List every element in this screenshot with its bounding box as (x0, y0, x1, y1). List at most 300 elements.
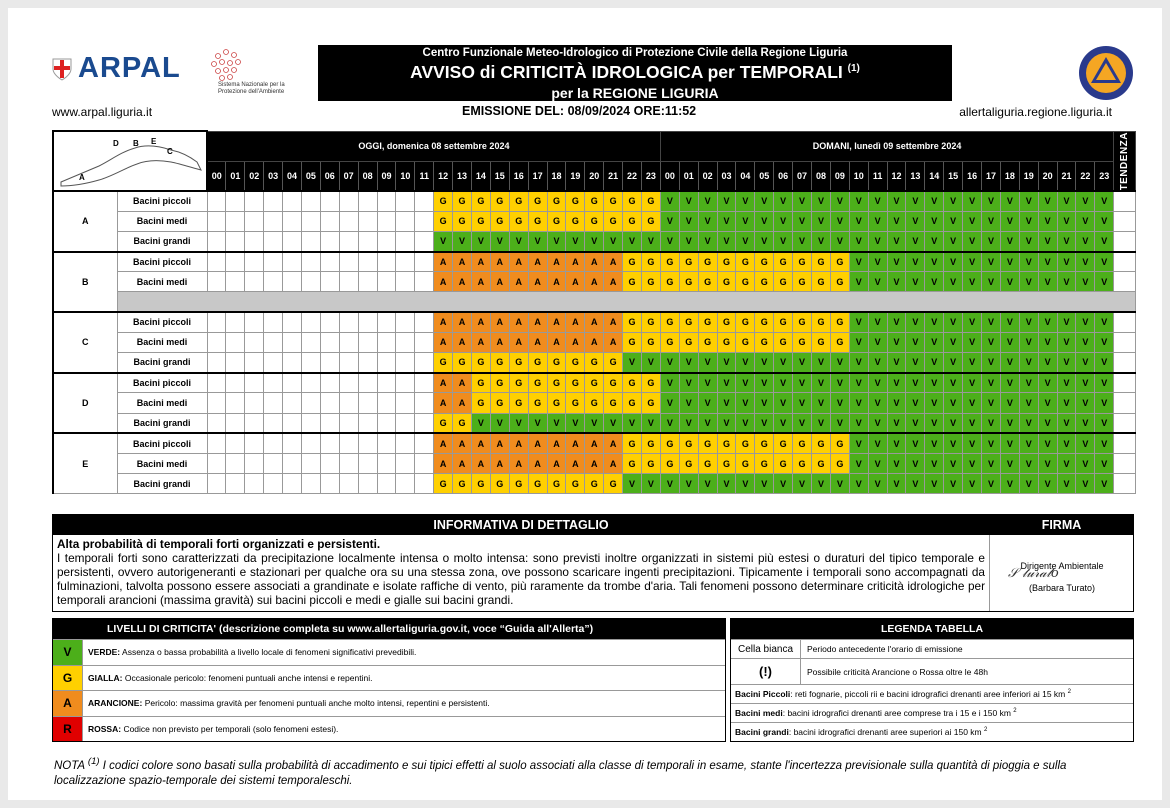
criticality-cell: V (982, 393, 1001, 413)
map-label: D (113, 139, 119, 148)
criticality-cell (377, 433, 396, 453)
criticality-cell: G (755, 453, 774, 473)
criticality-cell: V (849, 312, 868, 332)
criticality-cell (283, 332, 302, 352)
criticality-cell (264, 211, 283, 231)
hour-header: 14 (925, 161, 944, 191)
criticality-cell (396, 191, 415, 211)
criticality-cell: V (736, 474, 755, 494)
criticality-cell (283, 474, 302, 494)
criticality-cell: V (887, 413, 906, 433)
tendenza-cell (1114, 353, 1136, 373)
criticality-cell: V (944, 453, 963, 473)
criticality-cell: G (717, 272, 736, 292)
criticality-cell: V (849, 453, 868, 473)
criticality-cell: V (1076, 231, 1095, 251)
criticality-cell: A (585, 312, 604, 332)
criticality-cell: V (1000, 252, 1019, 272)
criticality-cell: V (1000, 353, 1019, 373)
criticality-cell: V (623, 474, 642, 494)
criticality-cell (320, 332, 339, 352)
hour-header: 07 (793, 161, 812, 191)
criticality-cell: V (1019, 252, 1038, 272)
criticality-cell (415, 353, 434, 373)
criticality-cell: G (434, 353, 453, 373)
legend-row-exclamation (731, 658, 1133, 684)
level-desc: Pericolo: massima gravità per fenomeni puntuali anche molto intensi, repentini e persistenti. (144, 698, 490, 709)
criticality-cell: A (453, 252, 472, 272)
criticality-cell (245, 211, 264, 231)
criticality-cell (283, 272, 302, 292)
criticality-cell (339, 191, 358, 211)
criticality-cell: A (528, 433, 547, 453)
criticality-cell: A (509, 332, 528, 352)
hour-header: 16 (509, 161, 528, 191)
criticality-cell (283, 312, 302, 332)
criticality-cell (301, 393, 320, 413)
criticality-cell: V (736, 393, 755, 413)
legend-row-medi (731, 703, 1133, 722)
criticality-cell: V (982, 353, 1001, 373)
criticality-cell: G (528, 353, 547, 373)
criticality-cell: A (453, 332, 472, 352)
level-row (53, 716, 725, 742)
criticality-cell (358, 373, 377, 393)
criticality-cell: V (793, 413, 812, 433)
criticality-cell: A (604, 272, 623, 292)
criticality-cell: G (736, 453, 755, 473)
criticality-cell: A (509, 252, 528, 272)
criticality-cell (339, 453, 358, 473)
criticality-cell: G (585, 211, 604, 231)
criticality-cell: V (1057, 474, 1076, 494)
criticality-cell: A (471, 332, 490, 352)
criticality-cell: G (793, 453, 812, 473)
criticality-cell: V (963, 312, 982, 332)
criticality-cell: G (434, 211, 453, 231)
criticality-cell: G (604, 353, 623, 373)
criticality-cell: V (1095, 332, 1114, 352)
criticality-cell: G (660, 332, 679, 352)
criticality-cell (245, 413, 264, 433)
criticality-cell (264, 272, 283, 292)
criticality-cell: G (547, 191, 566, 211)
criticality-cell: V (887, 272, 906, 292)
criticality-cell: V (774, 393, 793, 413)
criticality-cell: V (1000, 373, 1019, 393)
criticality-cell: A (528, 453, 547, 473)
level-swatch: G (53, 666, 83, 691)
criticality-cell: V (868, 433, 887, 453)
criticality-cell: G (641, 252, 660, 272)
criticality-cell: V (849, 393, 868, 413)
criticality-cell (377, 453, 396, 473)
criticality-cell: V (736, 231, 755, 251)
criticality-cell: V (868, 474, 887, 494)
basin-label: Bacini medi (117, 211, 207, 231)
criticality-cell: G (698, 252, 717, 272)
criticality-cell: V (887, 332, 906, 352)
criticality-cell (301, 231, 320, 251)
criticality-cell: V (906, 393, 925, 413)
hour-header: 02 (245, 161, 264, 191)
criticality-cell: V (868, 272, 887, 292)
criticality-cell: G (641, 211, 660, 231)
criticality-cell: V (1057, 413, 1076, 433)
criticality-cell: V (849, 272, 868, 292)
criticality-cell: V (812, 353, 831, 373)
criticality-cell: V (1057, 211, 1076, 231)
criticality-cell: V (1038, 272, 1057, 292)
criticality-cell (226, 252, 245, 272)
criticality-cell (245, 393, 264, 413)
criticality-cell (377, 191, 396, 211)
arpal-site-link[interactable]: www.arpal.liguria.it (52, 105, 153, 119)
criticality-cell: V (679, 211, 698, 231)
criticality-cell: G (566, 211, 585, 231)
criticality-cell: V (755, 474, 774, 494)
criticality-cell: G (774, 272, 793, 292)
hour-header: 06 (774, 161, 793, 191)
criticality-cell: G (755, 272, 774, 292)
criticality-cell: V (698, 231, 717, 251)
criticality-cell (358, 393, 377, 413)
criticality-cell (339, 231, 358, 251)
signature-image: 𝒮 𝓉𝓊𝓇𝒶𝓉𝑜 (1008, 566, 1059, 581)
criticality-cell: V (1057, 272, 1076, 292)
criticality-cell: A (547, 332, 566, 352)
hour-header: 21 (1057, 161, 1076, 191)
criticality-cell: V (830, 474, 849, 494)
criticality-cell: V (830, 373, 849, 393)
criticality-cell (283, 211, 302, 231)
criticality-cell (207, 312, 226, 332)
basin-label: Bacini grandi (117, 231, 207, 251)
criticality-cell: V (1076, 413, 1095, 433)
criticality-cell: G (736, 272, 755, 292)
criticality-cell: V (925, 211, 944, 231)
criticality-cell (245, 373, 264, 393)
criticality-cell: V (887, 474, 906, 494)
criticality-cell: G (679, 252, 698, 272)
level-name: ROSSA: (88, 723, 122, 734)
info-body (57, 537, 985, 607)
criticality-cell: G (660, 312, 679, 332)
criticality-cell: G (509, 393, 528, 413)
hour-header: 22 (623, 161, 642, 191)
criticality-cell: V (887, 211, 906, 231)
criticality-cell: V (963, 191, 982, 211)
criticality-cell: A (490, 312, 509, 332)
criticality-cell (301, 332, 320, 352)
criticality-cell: G (547, 373, 566, 393)
criticality-cell (415, 252, 434, 272)
legend-exclamation-desc: Possibile criticità Arancione o Rossa oltre le 48h (807, 666, 988, 677)
criticality-cell: V (471, 413, 490, 433)
criticality-cell (245, 353, 264, 373)
map-label: E (151, 137, 157, 146)
criticality-cell: V (774, 474, 793, 494)
criticality-cell: V (944, 433, 963, 453)
criticality-cell: G (490, 191, 509, 211)
criticality-cell: V (1095, 433, 1114, 453)
hour-header: 09 (830, 161, 849, 191)
criticality-cell: V (1038, 191, 1057, 211)
criticality-cell: V (1019, 453, 1038, 473)
criticality-cell: V (585, 231, 604, 251)
criticality-cell (264, 312, 283, 332)
criticality-cell: V (963, 231, 982, 251)
criticality-cell (207, 332, 226, 352)
criticality-cell (358, 191, 377, 211)
criticality-cell: V (623, 413, 642, 433)
hour-header: 07 (339, 161, 358, 191)
criticality-cell: G (528, 191, 547, 211)
tendenza-cell (1114, 211, 1136, 231)
criticality-cell: G (547, 211, 566, 231)
criticality-cell: V (944, 191, 963, 211)
criticality-cell: V (641, 231, 660, 251)
hour-header: 23 (1095, 161, 1114, 191)
criticality-cell: G (812, 332, 831, 352)
criticality-cell (301, 353, 320, 373)
map-label: C (167, 147, 173, 156)
criticality-cell: V (698, 413, 717, 433)
criticality-cell: V (944, 231, 963, 251)
criticality-cell: V (925, 231, 944, 251)
criticality-cell: V (1095, 191, 1114, 211)
criticality-cell: G (434, 474, 453, 494)
criticality-cell (264, 474, 283, 494)
criticality-cell (415, 191, 434, 211)
criticality-cell: V (1000, 211, 1019, 231)
sup-2: 2 (983, 727, 988, 734)
criticality-cell: V (963, 272, 982, 292)
criticality-cell: G (585, 393, 604, 413)
hour-header: 20 (1038, 161, 1057, 191)
criticality-cell (207, 252, 226, 272)
criticality-cell: G (812, 453, 831, 473)
criticality-cell: V (755, 353, 774, 373)
criticality-cell (358, 474, 377, 494)
criticality-cell (377, 211, 396, 231)
criticality-cell: A (547, 252, 566, 272)
criticality-cell: V (1038, 332, 1057, 352)
criticality-cell: V (1076, 211, 1095, 231)
criticality-cell: V (887, 393, 906, 413)
criticality-cell: V (868, 252, 887, 272)
criticality-cell: G (566, 393, 585, 413)
criticality-cell: G (453, 353, 472, 373)
criticality-cell: V (566, 413, 585, 433)
hour-header: 15 (490, 161, 509, 191)
criticality-cell: V (982, 211, 1001, 231)
criticality-cell (415, 373, 434, 393)
criticality-cell: V (1000, 453, 1019, 473)
criticality-cell (320, 433, 339, 453)
criticality-cell (226, 453, 245, 473)
criticality-cell: V (793, 353, 812, 373)
firma-role: Dirigente Ambientale (1020, 561, 1104, 571)
criticality-cell: V (1057, 252, 1076, 272)
criticality-cell: V (1038, 413, 1057, 433)
criticality-cell: V (868, 332, 887, 352)
level-row (53, 665, 725, 691)
arpal-logo[interactable] (52, 52, 181, 85)
criticality-cell: V (849, 252, 868, 272)
info-title: Alta probabilità di temporali forti organizzati e persistenti. (57, 537, 381, 551)
criticality-cell (320, 413, 339, 433)
criticality-cell: V (830, 413, 849, 433)
criticality-cell: G (623, 211, 642, 231)
criticality-cell (415, 474, 434, 494)
criticality-cell: V (963, 252, 982, 272)
criticality-cell: V (944, 413, 963, 433)
criticality-cell (415, 272, 434, 292)
criticality-cell: V (1019, 373, 1038, 393)
hour-header: 18 (547, 161, 566, 191)
zone-label: B (53, 252, 117, 313)
criticality-cell: A (509, 453, 528, 473)
criticality-cell: V (982, 252, 1001, 272)
criticality-cell: V (963, 453, 982, 473)
criticality-cell (339, 474, 358, 494)
criticality-cell: V (982, 191, 1001, 211)
criticality-cell: V (774, 191, 793, 211)
criticality-cell (415, 231, 434, 251)
criticality-cell (245, 433, 264, 453)
criticality-cell (339, 413, 358, 433)
criticality-cell: V (1038, 393, 1057, 413)
criticality-cell: V (944, 353, 963, 373)
criticality-cell: V (1038, 433, 1057, 453)
hour-header: 12 (434, 161, 453, 191)
criticality-cell: G (471, 393, 490, 413)
map-label: A (79, 173, 85, 182)
tendenza-label: TENDENZA (1119, 131, 1131, 190)
criticality-cell (320, 353, 339, 373)
liguria-map-icon (55, 132, 205, 188)
criticality-cell: G (641, 453, 660, 473)
criticality-cell: G (812, 252, 831, 272)
legend-row-grandi (731, 722, 1133, 741)
criticality-cell: V (906, 252, 925, 272)
criticality-cell: V (755, 413, 774, 433)
criticality-cell: G (736, 312, 755, 332)
criticality-cell: G (755, 312, 774, 332)
criticality-cell: A (490, 332, 509, 352)
criticality-cell: G (528, 393, 547, 413)
criticality-cell: V (1057, 373, 1076, 393)
level-desc: Assenza o bassa probabilità a livello locale di fenomeni significativi prevedibili. (122, 647, 417, 658)
level-desc: Occasionale pericolo: fenomeni puntuali anche intensi e repentini. (124, 672, 373, 683)
levels-box (52, 618, 726, 742)
criticality-cell (396, 332, 415, 352)
basin-label: Bacini piccoli (117, 312, 207, 332)
criticality-cell: A (528, 272, 547, 292)
criticality-cell: V (868, 231, 887, 251)
criticality-cell (320, 272, 339, 292)
criticality-cell: V (982, 413, 1001, 433)
criticality-cell: V (925, 474, 944, 494)
criticality-cell: A (566, 433, 585, 453)
legend-piccoli-key: Bacini Piccoli (735, 689, 791, 699)
criticality-cell: G (528, 373, 547, 393)
map-label: B (133, 139, 139, 148)
criticality-cell: V (982, 474, 1001, 494)
level-swatch: R (53, 717, 83, 742)
criticality-cell: V (793, 373, 812, 393)
criticality-cell: V (1057, 332, 1076, 352)
criticality-cell: V (641, 413, 660, 433)
criticality-cell: A (490, 252, 509, 272)
criticality-cell: V (1095, 231, 1114, 251)
criticality-cell (245, 453, 264, 473)
hour-header: 02 (698, 161, 717, 191)
criticality-cell (396, 433, 415, 453)
criticality-cell (339, 211, 358, 231)
criticality-cell: V (906, 332, 925, 352)
criticality-cell (207, 373, 226, 393)
criticality-cell (358, 332, 377, 352)
criticality-cell (320, 393, 339, 413)
tendenza-cell (1114, 413, 1136, 433)
criticality-cell (339, 332, 358, 352)
criticality-cell: V (717, 353, 736, 373)
legend-grandi-desc: : bacini idrografici drenanti aree superiori ai 150 km (788, 727, 982, 737)
criticality-cell: V (849, 231, 868, 251)
criticality-cell (415, 211, 434, 231)
criticality-cell (264, 191, 283, 211)
criticality-cell: G (698, 453, 717, 473)
empty-row (117, 292, 1136, 312)
criticality-cell: V (793, 474, 812, 494)
legend-exclamation-key: (!) (731, 659, 801, 684)
hour-header: 21 (604, 161, 623, 191)
criticality-cell: V (925, 272, 944, 292)
criticality-cell (377, 474, 396, 494)
zone-label: C (53, 312, 117, 373)
criticality-cell: V (906, 211, 925, 231)
criticality-cell: G (679, 433, 698, 453)
criticality-cell: V (1057, 433, 1076, 453)
criticality-cell: G (453, 191, 472, 211)
allerta-site-link[interactable]: allertaliguria.regione.liguria.it (959, 105, 1112, 119)
emission-date: EMISSIONE DEL: 08/09/2024 ORE:11:52 (462, 104, 697, 118)
criticality-cell: V (925, 433, 944, 453)
criticality-cell (264, 413, 283, 433)
criticality-cell: G (641, 393, 660, 413)
criticality-cell: V (868, 373, 887, 393)
criticality-cell (207, 272, 226, 292)
criticality-cell: V (1019, 231, 1038, 251)
criticality-cell: G (793, 272, 812, 292)
criticality-cell: A (453, 433, 472, 453)
criticality-cell: V (1038, 453, 1057, 473)
criticality-cell: V (925, 353, 944, 373)
criticality-cell: G (604, 393, 623, 413)
nota (54, 754, 1134, 789)
criticality-cell (339, 353, 358, 373)
criticality-cell: V (1000, 474, 1019, 494)
criticality-cell: A (434, 252, 453, 272)
criticality-cell: V (868, 353, 887, 373)
criticality-cell: G (604, 191, 623, 211)
criticality-cell: G (774, 453, 793, 473)
criticality-cell: A (453, 393, 472, 413)
criticality-cell: G (736, 332, 755, 352)
legend-white-desc: Periodo antecedente l'orario di emissione (807, 644, 963, 654)
